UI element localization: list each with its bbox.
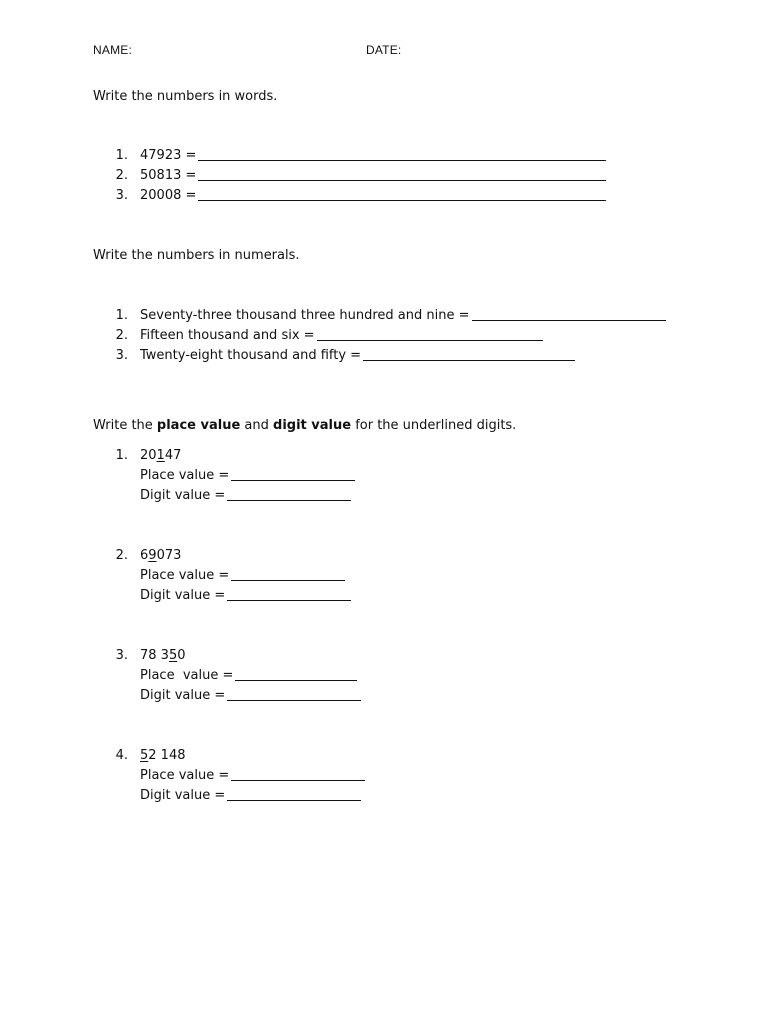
s1-item1-answer-line[interactable] — [198, 159, 606, 161]
s3-item2-before: 6 — [140, 548, 149, 563]
s3-item2-place — [140, 568, 345, 583]
s3-item2-digit-label: Digit value = — [140, 588, 226, 603]
s3-item2-number-value — [140, 548, 181, 563]
s3-item2-after: 073 — [156, 548, 182, 563]
s3-item4-place-answer-line[interactable] — [231, 779, 365, 781]
s3-item3-digit — [140, 688, 361, 703]
s3-item1-digit-answer-line[interactable] — [227, 499, 351, 501]
s1-item2 — [140, 168, 606, 183]
s2-item2-text: Fifteen thousand and six = — [140, 328, 315, 343]
s3-item3-underlined-digit: 5 — [168, 648, 178, 663]
date-label: DATE: — [366, 43, 402, 57]
s3-item1-underlined-digit: 1 — [156, 448, 165, 463]
s3-item4-digit-label: Digit value = — [140, 788, 226, 803]
s3-instr-bold-digit-value: digit value — [273, 418, 352, 433]
s1-item2-text: 50813 = — [140, 168, 197, 183]
s3-item1-place — [140, 468, 355, 483]
s1-item3 — [140, 188, 606, 203]
section3-instruction — [93, 418, 516, 433]
s3-item1-number: 1. — [115, 448, 128, 463]
s2-item3-number: 3. — [115, 348, 128, 363]
s3-instr-bold-place-value: place value — [156, 418, 241, 433]
s3-item2-place-answer-line[interactable] — [231, 579, 345, 581]
s3-item4-after: 2 148 — [148, 748, 186, 763]
s3-item4-place-label: Place value = — [140, 768, 230, 783]
s3-item3-digit-label: Digit value = — [140, 688, 226, 703]
s2-item2-number: 2. — [115, 328, 128, 343]
s3-item1-before: 20 — [140, 448, 157, 463]
s3-item4-digit — [140, 788, 361, 803]
s3-item4-number-value — [140, 748, 186, 763]
s3-item2-place-label: Place value = — [140, 568, 230, 583]
s2-item1 — [140, 308, 666, 323]
s2-item1-text: Seventy-three thousand three hundred and nine = — [140, 308, 470, 323]
s2-item3 — [140, 348, 575, 363]
s3-item1-place-label: Place value = — [140, 468, 230, 483]
s3-item3-before: 78 3 — [140, 648, 169, 663]
s2-item1-number: 1. — [115, 308, 128, 323]
s3-item3-place — [140, 668, 357, 683]
s3-item2-underlined-digit: 9 — [148, 548, 157, 563]
s3-item1-number-value — [140, 448, 181, 463]
s3-item3-place-label: Place value = — [140, 668, 234, 683]
s3-item4-place — [140, 768, 365, 783]
s3-item2-digit — [140, 588, 351, 603]
section1-instruction: Write the numbers in words. — [93, 89, 278, 104]
s2-item2-answer-line[interactable] — [317, 339, 543, 341]
s3-item2-digit-answer-line[interactable] — [227, 599, 351, 601]
s1-item1-number: 1. — [115, 148, 128, 163]
s3-instr-pre: Write the — [93, 418, 157, 433]
s1-item3-text: 20008 = — [140, 188, 197, 203]
s3-item4-digit-answer-line[interactable] — [227, 799, 361, 801]
s2-item3-text: Twenty-eight thousand and fifty = — [140, 348, 362, 363]
s3-item3-number-value — [140, 648, 186, 663]
s3-instr-post: for the underlined digits. — [351, 418, 517, 433]
s2-item3-answer-line[interactable] — [363, 359, 575, 361]
s3-item3-digit-answer-line[interactable] — [227, 699, 361, 701]
section2-instruction: Write the numbers in numerals. — [93, 248, 300, 263]
s3-item3-after: 0 — [177, 648, 186, 663]
name-label: NAME: — [93, 43, 133, 57]
s1-item1 — [140, 148, 606, 163]
s3-item2-number: 2. — [115, 548, 128, 563]
s3-item4-underlined-digit: 5 — [140, 748, 149, 763]
s3-instr-mid: and — [240, 418, 274, 433]
s3-item1-after: 47 — [164, 448, 182, 463]
s3-item3-place-answer-line[interactable] — [235, 679, 357, 681]
s3-item4-number: 4. — [115, 748, 128, 763]
s1-item3-number: 3. — [115, 188, 128, 203]
s1-item2-answer-line[interactable] — [198, 179, 606, 181]
s1-item3-answer-line[interactable] — [198, 199, 606, 201]
s2-item1-answer-line[interactable] — [472, 319, 666, 321]
s3-item1-place-answer-line[interactable] — [231, 479, 355, 481]
s3-item1-digit-label: Digit value = — [140, 488, 226, 503]
s1-item2-number: 2. — [115, 168, 128, 183]
s3-item3-number: 3. — [115, 648, 128, 663]
s3-item1-digit — [140, 488, 351, 503]
s1-item1-text: 47923 = — [140, 148, 197, 163]
s2-item2 — [140, 328, 543, 343]
